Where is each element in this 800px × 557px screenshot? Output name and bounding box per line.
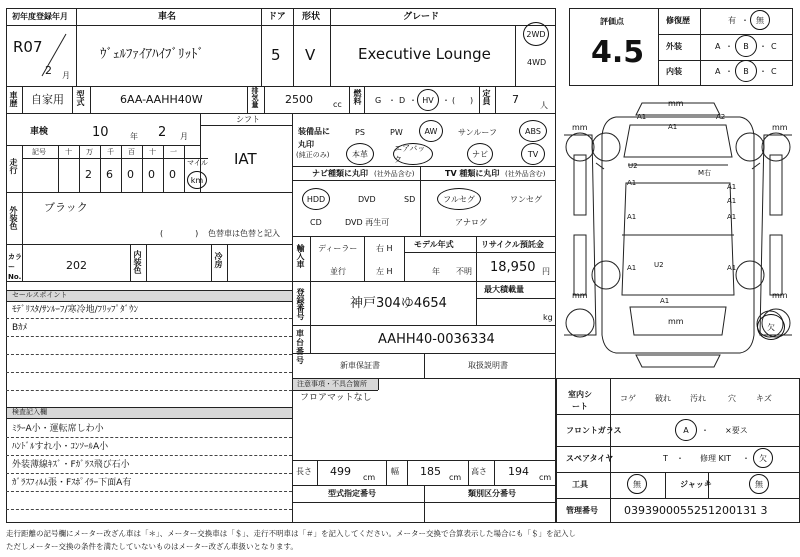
- mileage-unit-header: 十: [149, 148, 156, 156]
- equip-navi: ナビ: [472, 149, 488, 159]
- mileage-unit-header: 万: [86, 148, 93, 156]
- mileage-digit: 0: [169, 168, 176, 181]
- mark-a1-front-center: A1: [668, 123, 678, 131]
- sheet-scratch: キズ: [756, 394, 772, 403]
- model-label: 型式: [76, 90, 85, 106]
- interior-c: C: [771, 67, 777, 76]
- drive-2wd: 2WD: [526, 29, 546, 39]
- width-label: 幅: [391, 467, 399, 476]
- mark-a1-left-rear: A1: [627, 264, 637, 272]
- mark-a2-front-right: A2: [716, 113, 726, 121]
- first-reg-label: 初年度登録年月: [12, 12, 68, 21]
- windshield-label: フロントガラス: [566, 426, 622, 435]
- equip-tv-circle: [521, 143, 545, 165]
- exterior-sep-1: ・: [725, 42, 733, 51]
- mark-a1-right-door: A1: [727, 183, 737, 191]
- mark-u2-left: U2: [628, 162, 638, 170]
- height-label: 高さ: [471, 467, 487, 476]
- import-label: 輸入車: [296, 244, 305, 268]
- fuel-sep-1: ・: [388, 96, 396, 105]
- equip-pw: PW: [390, 128, 403, 137]
- equip-tv: TV: [527, 149, 539, 159]
- inspection-label: 車検: [30, 127, 49, 137]
- tv-note: (社外品含む): [505, 170, 546, 178]
- rating-score: 4.5: [591, 35, 645, 70]
- reg-month-unit: 月: [62, 71, 70, 80]
- reg-number: 神戸304ゆ4654: [350, 296, 447, 311]
- interior-color-label: 内装色: [133, 250, 142, 274]
- mileage-unit-header: 百: [128, 148, 135, 156]
- capacity-unit: 人: [540, 101, 548, 110]
- model: 6AA-AAHH40W: [120, 93, 203, 106]
- equip-airbag-circle: [393, 143, 433, 165]
- spare-label: スペアタイヤ: [566, 454, 614, 463]
- model-year-unit: 年: [432, 267, 440, 276]
- nav-cd: CD: [310, 218, 322, 227]
- diagram-mm-bl: mm: [572, 291, 588, 300]
- fuel-g: G: [375, 96, 382, 105]
- nav-note: (社外品含む): [374, 170, 415, 178]
- exterior-a: A: [715, 42, 721, 51]
- diagram-mm-tc: mm: [668, 99, 684, 108]
- fuel-hv-circle: [417, 89, 439, 111]
- rating-label: 評価点: [600, 17, 624, 26]
- inspector-line-2: ﾊﾝﾄﾞﾙすれ小・ｺﾝｿｰﾙA小: [12, 442, 109, 452]
- import-dealer: ディーラー: [318, 244, 358, 253]
- grade: Executive Lounge: [358, 45, 491, 63]
- windshield-replace: ×要ス: [725, 426, 748, 435]
- disp-label: 排気量: [251, 87, 259, 108]
- exterior-sep-2: ・: [759, 42, 767, 51]
- disp-unit: cc: [333, 100, 342, 109]
- inspector-line-1: ﾐﾗｰA小・運転席しわ小: [12, 424, 104, 434]
- equip-sunroof: サンルーフ: [458, 128, 497, 137]
- repair-no: 無: [756, 15, 764, 25]
- mileage-digit: 0: [148, 168, 155, 181]
- diagram-mm-bc: mm: [668, 317, 684, 326]
- mileage-col-divider: [184, 145, 185, 192]
- ac-label: 冷房: [214, 252, 223, 268]
- import-right: 右 H: [376, 244, 393, 253]
- mileage-digit: 0: [127, 168, 134, 181]
- length-unit: cm: [363, 473, 376, 482]
- repair-yes: 有: [728, 16, 736, 25]
- spare-missing-circle: [753, 448, 773, 468]
- mileage-unit-header: 千: [107, 148, 114, 156]
- mileage-unit-header: 十: [65, 148, 72, 156]
- warranty: 新車保証書: [340, 361, 380, 370]
- equip-ps: PS: [355, 128, 365, 137]
- era: R07: [13, 38, 43, 56]
- interior-sheet-label: 室内シート: [568, 390, 592, 411]
- spare-sep-1: ・: [676, 454, 684, 463]
- inspection-year-unit: 年: [130, 132, 138, 141]
- equip-abs: ABS: [525, 126, 541, 136]
- km: km: [190, 175, 204, 185]
- missing-label: 欠: [767, 322, 775, 332]
- selling-point-line-2: Bｶﾒ: [12, 323, 28, 333]
- tv-analog: アナログ: [455, 218, 487, 227]
- spare-kit: 修理 KIT: [700, 454, 732, 463]
- tv-oneseg: ワンセグ: [510, 195, 542, 204]
- mark-a1-right-mid: A1: [727, 197, 737, 205]
- capacity-label: 定員: [482, 89, 491, 105]
- length-label: 長さ: [296, 467, 312, 476]
- mileage-col-divider: [163, 145, 164, 192]
- jack-none-circle: [749, 474, 769, 494]
- equip-navi-circle: [467, 143, 493, 165]
- inspection-year: 10: [92, 125, 109, 140]
- import-left: 左 H: [376, 267, 393, 276]
- grade-label: グレード: [403, 12, 440, 22]
- length: 499: [330, 465, 351, 478]
- car-name-label: 車名: [158, 12, 177, 22]
- inspection-month: 2: [158, 125, 167, 140]
- mileage-col-divider: [121, 145, 122, 192]
- mark-right-m: M右: [698, 169, 712, 177]
- height: 194: [508, 465, 529, 478]
- car-name: ｳﾞｪﾙﾌｧｲｱﾊｲﾌﾞﾘｯﾄﾞ: [100, 47, 204, 62]
- notes: フロアマットなし: [300, 393, 372, 403]
- color-value: ブラック: [44, 201, 88, 214]
- color-code: 202: [66, 259, 87, 272]
- nav-sd: SD: [404, 195, 416, 204]
- chassis: AAHH40-0036334: [378, 332, 495, 347]
- fuel-sep-2: ・: [409, 96, 417, 105]
- tools-none: 無: [633, 479, 641, 489]
- mileage-col-divider: [79, 145, 80, 192]
- drive-4wd: 4WD: [527, 58, 547, 67]
- shape-label: 形状: [302, 12, 321, 22]
- color-note: 色替車は色替と記入: [208, 229, 280, 238]
- exterior-b: B: [743, 41, 749, 51]
- manual: 取扱説明書: [468, 361, 508, 370]
- nav-hdd: HDD: [306, 194, 326, 204]
- color-paren: ( ): [160, 229, 199, 238]
- notes-label: 注意事項・不具合箇所: [297, 380, 367, 388]
- interior-a: A: [715, 67, 721, 76]
- recycle-yen: 円: [542, 267, 550, 276]
- shift: IAT: [234, 150, 257, 168]
- inspector-line-3: 外装薄線ｷｽﾞ・Fｶﾞﾗｽ飛び石小: [12, 460, 130, 470]
- door-label: ドア: [268, 12, 286, 22]
- spare-t: T: [663, 454, 668, 463]
- class-number-label: 類別区分番号: [468, 489, 516, 498]
- control-label: 管理番号: [566, 506, 598, 515]
- tools-none-circle: [627, 474, 647, 494]
- mileage-digit: 6: [106, 168, 113, 181]
- windshield-sep: ・: [701, 426, 709, 435]
- interior-sep-1: ・: [725, 67, 733, 76]
- fuel-label: 燃料: [353, 89, 362, 105]
- displacement: 2500: [285, 93, 313, 106]
- tv-fullseg-circle: [437, 188, 481, 210]
- exterior-b-circle: [735, 35, 757, 57]
- mileage-unit-header: 一: [170, 148, 177, 156]
- mark-a1-rear-bumper: A1: [660, 297, 670, 305]
- mileage-sign-label: 記号: [32, 148, 46, 156]
- diagram-mm-tr: mm: [772, 123, 788, 132]
- mileage-digit: 2: [85, 168, 92, 181]
- repair-sep: ・: [741, 16, 749, 25]
- selling-point-line-1: ﾓﾃﾞﾘｽﾀ/ｻﾝﾙｰﾌ/寒冷地/ﾌﾘｯﾌﾟﾀﾞｳﾝ: [12, 305, 139, 315]
- shift-label: シフト: [236, 115, 260, 124]
- max-load-kg: kg: [543, 313, 553, 322]
- width-unit: cm: [449, 473, 462, 482]
- mileage-label: 走行: [9, 158, 18, 174]
- equip-sublabel: (純正のみ): [296, 151, 330, 159]
- footer-line-2: ただしメーター交換の条件を満たしていないものはメーター改ざん車扱いとなります。: [6, 542, 298, 551]
- recycle-label: リサイクル預託金: [481, 240, 544, 249]
- exterior-label: 外装: [666, 42, 682, 51]
- height-unit: cm: [539, 473, 552, 482]
- use: 自家用: [31, 93, 64, 106]
- width: 185: [420, 465, 441, 478]
- sheet-hole: 穴: [728, 394, 736, 403]
- mile-label: マイル: [187, 159, 208, 167]
- jack-label: ジャッキ: [680, 480, 712, 489]
- footer-line-1: 走行距離の記号欄にメーター改ざん車は「＊」、メーター交換車は「＄」、走行不明車は「＃」を記入してください。メーター交換で合算表示した場合にも「＄」を記入し: [6, 529, 576, 538]
- reg-month: 2: [45, 64, 52, 77]
- recycle: 18,950: [490, 260, 536, 275]
- type-number-label: 型式指定番号: [328, 489, 376, 498]
- inspector-line-4: ｶﾞﾗｽﾌｨﾙﾑ張・Fｽﾎﾟｲﾗｰ下面A有: [12, 478, 132, 488]
- nav-dvd: DVD: [358, 195, 376, 204]
- equip-leather: 本革: [352, 149, 368, 159]
- equip-abs-circle: [519, 120, 547, 142]
- diagram-mm-br: mm: [772, 291, 788, 300]
- nav-hdd-circle: [302, 188, 330, 210]
- fuel-d: D: [399, 96, 406, 105]
- doors: 5: [271, 46, 281, 64]
- sheet-tear: 破れ: [655, 394, 671, 403]
- mark-a1-right-rear-door: A1: [727, 213, 737, 221]
- windshield-a-circle: [675, 419, 697, 441]
- interior-sep-2: ・: [759, 67, 767, 76]
- fuel-hv: HV: [422, 95, 434, 105]
- nav-dvd-play: DVD 再生可: [345, 218, 390, 227]
- equip-aw: AW: [424, 126, 438, 136]
- equip-aw-circle: [419, 120, 443, 142]
- diagram-mm-tl: mm: [572, 123, 588, 132]
- model-year-unknown: 不明: [456, 267, 472, 276]
- chassis-label: 車台番号: [296, 329, 304, 365]
- exterior-c: C: [771, 42, 777, 51]
- nav-label: ナビ種類に丸印: [312, 169, 368, 178]
- windshield-a: A: [683, 425, 689, 435]
- model-year-label: モデル年式: [414, 240, 454, 249]
- tools-label: 工具: [572, 480, 588, 489]
- selling-points-label: セールスポイント: [12, 291, 68, 299]
- interior-b: B: [743, 66, 749, 76]
- mileage-col-divider: [142, 145, 143, 192]
- mark-a1-front-left: A1: [637, 113, 647, 121]
- max-load-label: 最大積載量: [484, 285, 524, 294]
- repair-no-circle: [750, 10, 770, 30]
- missing-circle: [757, 314, 785, 340]
- mark-u2-rear: U2: [654, 261, 664, 269]
- fuel-paren-open: (: [452, 96, 456, 105]
- sheet-stain: 汚れ: [690, 394, 706, 403]
- spare-missing: 欠: [759, 453, 767, 463]
- tv-label: TV 種類に丸印: [445, 169, 500, 178]
- interior-label: 内装: [666, 67, 682, 76]
- jack-none: 無: [755, 479, 763, 489]
- spare-sep-2: ・: [742, 454, 750, 463]
- mark-a1-left-rear-door: A1: [627, 213, 637, 221]
- tv-fullseg: フルセグ: [443, 194, 475, 204]
- km-circle: [187, 171, 207, 189]
- sheet-burn: コゲ: [620, 394, 636, 403]
- color-label: 外装色: [9, 206, 18, 230]
- control-number: 0393900055251200131 3: [624, 504, 768, 517]
- equip-label: 装備品に丸印: [298, 127, 330, 149]
- equip-airbag: エアバック: [394, 144, 426, 164]
- mark-a1-right-rear: A1: [727, 264, 737, 272]
- repair-label: 修復歴: [666, 16, 690, 25]
- fuel-sep-3: ・: [442, 96, 450, 105]
- reg-number-label: 登録番号: [296, 288, 305, 320]
- use-label: 車歴: [9, 91, 18, 107]
- interior-b-circle: [735, 60, 757, 82]
- inspector-label: 検査記入欄: [12, 408, 47, 416]
- color-code-label: カラーNo.: [8, 253, 22, 281]
- mileage-col-divider: [100, 145, 101, 192]
- equip-leather-circle: [346, 143, 374, 165]
- fuel-paren-close: ): [470, 96, 474, 105]
- drive-2wd-circle: [523, 22, 549, 46]
- inspection-month-unit: 月: [180, 132, 188, 141]
- capacity: 7: [512, 93, 519, 106]
- mark-a1-left-door: A1: [627, 179, 637, 187]
- shape: V: [305, 46, 316, 64]
- import-parallel: 並行: [330, 267, 346, 276]
